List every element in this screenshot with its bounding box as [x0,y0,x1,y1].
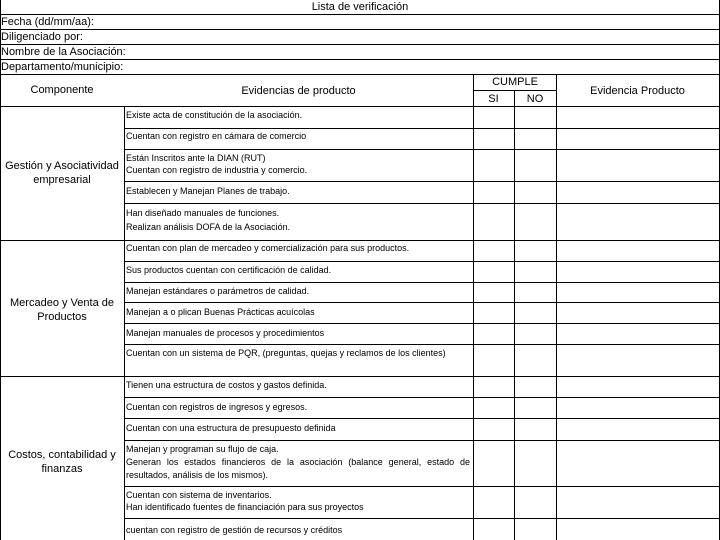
grid-line [0,29,720,30]
grid-line [124,261,720,262]
evidence-item: Generan los estados financieros de la asociación (balance general, estado de resultados, análisis de los mismos). [126,457,470,480]
grid-line [124,240,720,241]
grid-line [124,418,720,419]
evidence-item: Están Inscritos ante la DIAN (RUT) [126,153,266,163]
grid-line [0,59,720,60]
header-evidencias: Evidencias de producto [241,85,356,97]
diligenciado-label: Diligenciado por: [1,31,83,43]
component-costos: Costos, contabilidad y finanzas [8,449,116,475]
grid-line [0,376,125,377]
header-no: NO [526,93,544,105]
evidence-item: Existe acta de constitución de la asociación. [126,110,303,120]
evidence-item: cuentan con registro de gestión de recursos y créditos [126,525,343,535]
evidence-item: Cuentan con un sistema de PQR, (preguntas, quejas y reclamos de los clientes) [126,348,446,358]
evidence-item: Tienen una estructura de costos y gastos definida. [126,380,327,390]
grid-line [124,440,720,441]
grid-line [124,397,720,398]
component-gestion: Gestión y Asociatividad empresarial [5,160,119,186]
grid-line [0,74,720,75]
evidence-item: Sus productos cuentan con certificación de calidad. [126,265,332,275]
grid-line [473,74,474,540]
nombre-asociacion-label: Nombre de la Asociación: [1,46,126,58]
evidence-item: Han diseñado manuales de funciones. [126,208,280,218]
grid-line [124,323,720,324]
evidence-item: Han identificado fuentes de financiación para sus proyectos [126,502,364,512]
header-cumple: CUMPLE [492,76,538,88]
grid-line [124,128,720,129]
header-componente: Componente [30,84,94,96]
header-evidencia-producto: Evidencia Producto [590,85,685,97]
departamento-label: Departamento/municipio: [1,61,124,73]
evidence-item: Manejan manuales de procesos y procedimientos [126,328,325,338]
grid-line [0,0,1,540]
evidence-item: Establecen y Manejan Planes de trabajo. [126,186,290,196]
evidence-item: Manejan y programan su flujo de caja. [126,444,279,454]
page-title: Lista de verificación [311,1,409,13]
evidence-item: Manejan estándares o parámetros de calidad. [126,286,310,296]
grid-line [124,203,720,204]
grid-line [124,149,720,150]
grid-line [514,90,515,540]
evidence-item: Cuentan con registro en cámara de comercio [126,131,307,141]
evidence-item: Manejan a o plican Buenas Prácticas acuícolas [126,307,315,317]
evidence-item: Cuentan con registros de ingresos y egresos. [126,402,308,412]
grid-line [0,44,720,45]
grid-line [124,518,720,519]
evidence-item: Cuentan con una estructura de presupuesto definida [126,423,336,433]
header-si: SI [488,93,499,105]
evidence-item: Cuentan con registro de industria y comercio. [126,165,308,175]
grid-line [473,90,557,91]
grid-line [124,302,720,303]
grid-line [124,282,720,283]
evidence-item: Realizan análisis DOFA de la Asociación. [126,222,291,232]
fecha-label: Fecha (dd/mm/aa): [1,16,94,28]
grid-line [0,106,720,107]
grid-line [124,344,720,345]
component-mercadeo: Mercadeo y Venta de Productos [10,297,114,323]
grid-line [124,181,720,182]
grid-line [124,376,720,377]
grid-line [124,486,720,487]
grid-line [0,240,125,241]
grid-line [556,74,557,540]
grid-line [0,14,720,15]
evidence-item: Cuentan con plan de mercadeo y comercialización para sus productos. [126,243,410,253]
evidence-item: Cuentan con sistema de inventarios. [126,490,272,500]
